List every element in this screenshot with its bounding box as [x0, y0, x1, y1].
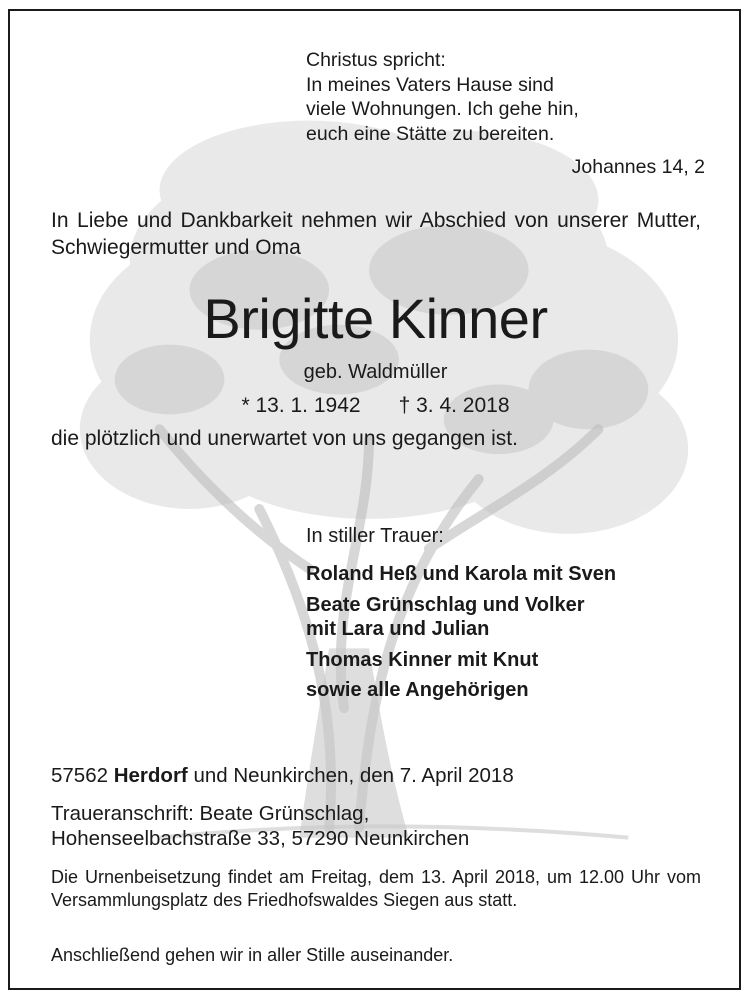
mourner-entry: Beate Grünschlag und Volker mit Lara und Julian — [306, 593, 585, 640]
mourners-heading: In stiller Trauer: — [306, 525, 444, 547]
mourner-entry: Thomas Kinner mit Knut — [306, 648, 539, 671]
mourning-address — [51, 801, 469, 851]
verse-line: euch eine Stätte zu bereiten. — [306, 122, 555, 145]
death-date: † 3. 4. 2018 — [398, 394, 510, 417]
verse-reference: Johannes 14, 2 — [571, 156, 705, 178]
mourners-list — [306, 562, 616, 709]
birth-date: * 13. 1. 1942 — [241, 394, 361, 417]
verse-line: Christus spricht: — [306, 49, 446, 71]
bible-verse — [306, 48, 579, 146]
mourner-entry: Roland Heß und Karola mit Sven — [306, 563, 617, 585]
address-line: Traueranschrift: Beate Grünschlag, — [51, 802, 370, 825]
postcode: 57562 — [51, 764, 109, 787]
verse-line: In meines Vaters Hause sind — [306, 73, 554, 96]
address-line: Hohenseelbachstraße 33, 57290 Neunkirchen — [51, 827, 470, 850]
place-date-rest: und Neunkirchen, den 7. April 2018 — [193, 764, 514, 787]
deceased-name: Brigitte Kinner — [203, 287, 548, 350]
mourner-entry: sowie alle Angehörigen — [306, 679, 529, 701]
obituary-frame — [8, 9, 741, 990]
intro-text: In Liebe und Dankbarkeit nehmen wir Abschied von unserer Mutter, Schwiegermutter und Oma — [51, 209, 701, 259]
life-dates — [10, 394, 741, 418]
verse-line: viele Wohnungen. Ich gehe hin, — [306, 98, 579, 120]
place-and-date — [51, 764, 514, 788]
town: Herdorf — [113, 764, 188, 787]
funeral-notice: Die Urnenbeisetzung findet am Freitag, dem 13. April 2018, um 12.00 Uhr vom Versammlungsplatz des Friedhofswaldes Siegen aus statt. — [51, 867, 701, 910]
passing-text: die plötzlich und unerwartet von uns gegangen ist. — [51, 427, 518, 450]
maiden-name: geb. Waldmüller — [303, 361, 448, 383]
closing-text: Anschließend gehen wir in aller Stille auseinander. — [51, 945, 454, 965]
